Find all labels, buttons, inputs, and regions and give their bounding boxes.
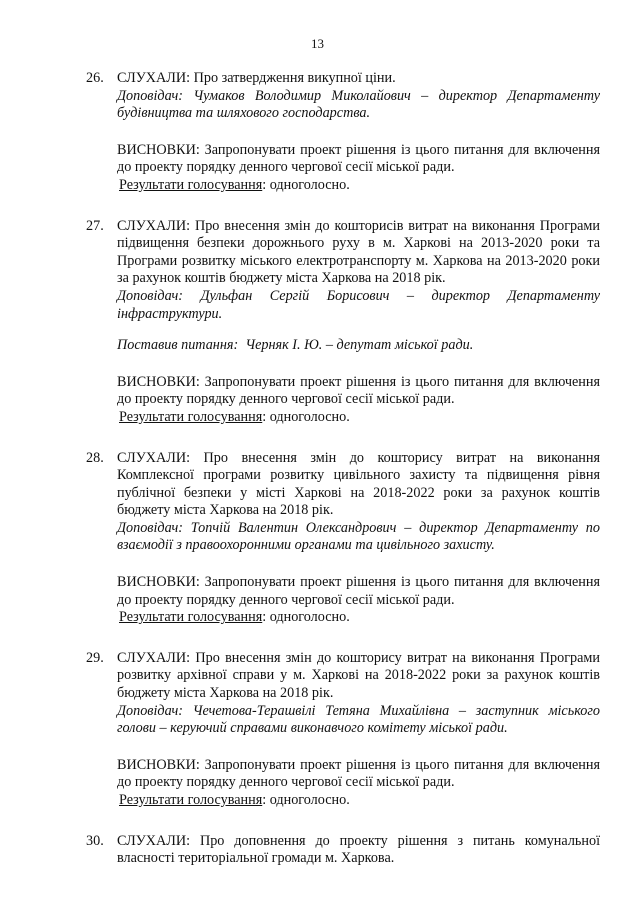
speaker-paragraph	[117, 88, 600, 123]
conclusion-text: Запропонувати проект рішення із цього питання для включення до проекту порядку денного чергової сесії міської ради.	[117, 373, 600, 408]
vote-label: Результати голосування	[119, 176, 263, 193]
document-body	[86, 70, 600, 868]
heard-label: СЛУХАЛИ:	[117, 449, 191, 466]
vote-label: Результати голосування	[119, 408, 263, 425]
agenda-item-29	[86, 650, 600, 810]
heard-text: Про затвердження викупної ціни.	[193, 70, 396, 86]
conclusion-paragraph	[117, 142, 600, 177]
item-number: 28.	[86, 449, 104, 466]
speaker-label: Доповідач:	[117, 519, 183, 536]
heard-label: СЛУХАЛИ:	[117, 649, 191, 666]
vote-result	[117, 792, 600, 810]
heard-paragraph	[117, 218, 600, 288]
conclusion-text: Запропонувати проект рішення із цього питання для включення до проекту порядку денного чергової сесії міської ради.	[117, 574, 600, 608]
conclusion-paragraph	[117, 374, 600, 409]
heard-paragraph	[117, 450, 600, 520]
agenda-item-27	[86, 218, 600, 427]
agenda-item-26	[86, 70, 600, 195]
vote-text: : одноголосно.	[262, 609, 350, 626]
speaker-label: Доповідач:	[117, 702, 183, 719]
heard-label: СЛУХАЛИ:	[117, 70, 191, 86]
vote-label: Результати голосування	[119, 792, 263, 808]
heard-text: Про внесення змін до кошторису витрат на виконання Програми розвитку архівної справи у м. Харкові на 2018-2022 роки за рахунок коштів бюджету міста Харкова на 2018 рік.	[117, 649, 600, 702]
speaker-text: Чумаков Володимир Миколайович – директор Департаменту будівництва та шляхового господарства.	[117, 87, 600, 122]
conclusion-label: ВИСНОВКИ:	[117, 373, 200, 390]
item-number: 27.	[86, 217, 104, 234]
speaker-paragraph	[117, 520, 600, 555]
item-number: 29.	[86, 649, 104, 666]
vote-label: Результати голосування	[119, 609, 263, 626]
speaker-text: Топчій Валентин Олександрович – директор Департаменту по взаємодії з правоохоронними органами та цивільного захисту.	[117, 519, 600, 554]
conclusion-label: ВИСНОВКИ:	[117, 141, 200, 158]
agenda-item-28	[86, 450, 600, 627]
vote-text: : одноголосно.	[262, 176, 350, 193]
heard-paragraph	[117, 650, 600, 703]
vote-text: : одноголосно.	[262, 792, 350, 808]
conclusion-label: ВИСНОВКИ:	[117, 574, 200, 591]
vote-result	[117, 609, 600, 627]
vote-result	[117, 177, 600, 195]
speaker-text: Чечетова-Терашвілі Тетяна Михайлівна – заступник міського голови – керуючий справами виконавчого комітету міської ради.	[117, 702, 601, 737]
conclusion-label: ВИСНОВКИ:	[117, 756, 200, 773]
heard-paragraph	[117, 70, 600, 88]
speaker-label: Доповідач:	[117, 87, 183, 104]
heard-text: Про внесення змін до кошторисів витрат на виконання Програми підвищення безпеки дорожнього руху в м. Харкові на 2013-2020 роки та Програми розвитку міського електротранспорту м. Харкова на 2013-2020 роки за рахунок коштів бюджету міста Харкова на 2018 рік.	[117, 217, 601, 287]
speaker-paragraph	[117, 288, 600, 323]
raised-text: Черняк І. Ю. – депутат міської ради.	[245, 337, 474, 354]
raised-by-paragraph	[117, 337, 600, 355]
item-number: 30.	[86, 832, 104, 849]
heard-paragraph	[117, 833, 600, 868]
page-number: 13	[311, 36, 324, 51]
conclusion-paragraph	[117, 757, 600, 792]
vote-result	[117, 409, 600, 427]
conclusion-text: Запропонувати проект рішення із цього питання для включення до проекту порядку денного чергової сесії міської ради.	[117, 756, 600, 791]
speaker-text: Дульфан Сергій Борисович – директор Департаменту інфраструктури.	[117, 287, 601, 322]
heard-text: Про доповнення до проекту рішення з питань комунальної власності територіальної громади м. Харкова.	[117, 832, 601, 867]
agenda-item-30	[86, 833, 600, 868]
speaker-paragraph	[117, 703, 600, 738]
vote-text: : одноголосно.	[262, 408, 350, 425]
item-number: 26.	[86, 70, 104, 86]
heard-text: Про внесення змін до кошторису витрат на виконання Комплексної програми розвитку цивільного захисту та підвищення рівня публічної безпеки у місті Харкові на 2018-2022 роки за рахунок коштів бюджету міста Харкова на 2018 рік.	[117, 449, 600, 519]
raised-label: Поставив питання:	[117, 337, 239, 354]
heard-label: СЛУХАЛИ:	[117, 217, 191, 234]
conclusion-paragraph	[117, 574, 600, 609]
speaker-label: Доповідач:	[117, 287, 183, 304]
heard-label: СЛУХАЛИ:	[117, 832, 191, 849]
conclusion-text: Запропонувати проект рішення із цього питання для включення до проекту порядку денного чергової сесії міської ради.	[117, 141, 600, 176]
